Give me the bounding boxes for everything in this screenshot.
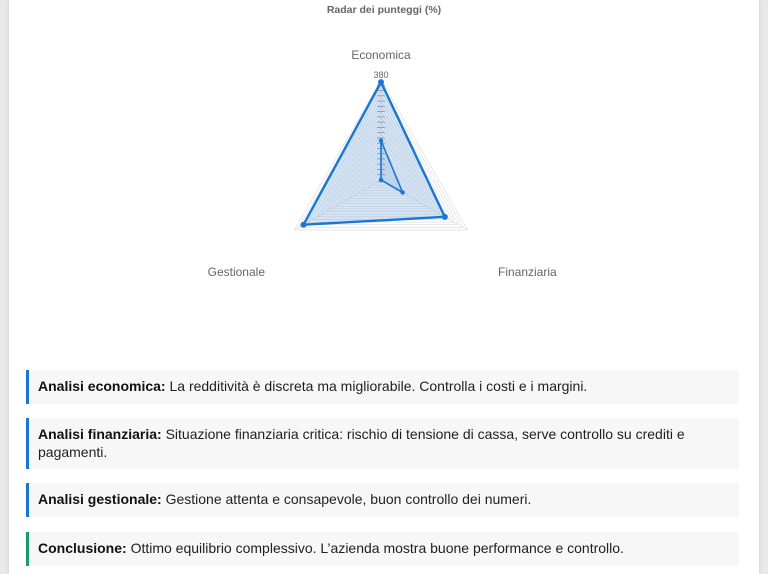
data-point-2-gestionale: [379, 178, 383, 182]
management-analysis-text: Gestione attenta e consapevole, buon controllo dei numeri.: [165, 491, 532, 507]
financial-analysis-title: Analisi finanziaria:: [38, 426, 162, 442]
conclusion-box: [26, 532, 739, 566]
data-point-2-finanziaria: [400, 190, 404, 194]
radar-chart: [9, 0, 759, 340]
economic-analysis-title: Analisi economica:: [38, 378, 166, 394]
data-point-1-economica: [378, 79, 384, 85]
financial-analysis-box: [26, 418, 739, 469]
data-point-1-gestionale: [301, 222, 307, 228]
management-analysis-box: [26, 483, 739, 517]
tick-label-max: 380: [373, 70, 389, 80]
economic-analysis-box: [26, 370, 739, 404]
conclusion-title: Conclusione:: [38, 540, 127, 556]
management-analysis-title: Analisi gestionale:: [38, 491, 162, 507]
radar-series: [301, 79, 448, 228]
economic-analysis-text: La redditività è discreta ma migliorabile. Controlla i costi e i margini.: [169, 378, 588, 394]
report-card: [9, 0, 759, 574]
axis-label-finanziaria: Finanziaria: [498, 265, 557, 279]
axis-label-gestionale: Gestionale: [207, 265, 265, 279]
data-point-2-economica: [379, 138, 383, 142]
axis-label-economica: Economica: [351, 48, 411, 62]
chart-title: Radar dei punteggi (%): [326, 4, 442, 16]
conclusion-text: Ottimo equilibrio complessivo. L’azienda mostra buone performance e controllo.: [130, 540, 624, 556]
financial-analysis-text: Situazione finanziaria critica: rischio di tensione di cassa, serve controllo su crediti e pagamenti.: [38, 426, 685, 460]
data-point-1-finanziaria: [442, 214, 448, 220]
